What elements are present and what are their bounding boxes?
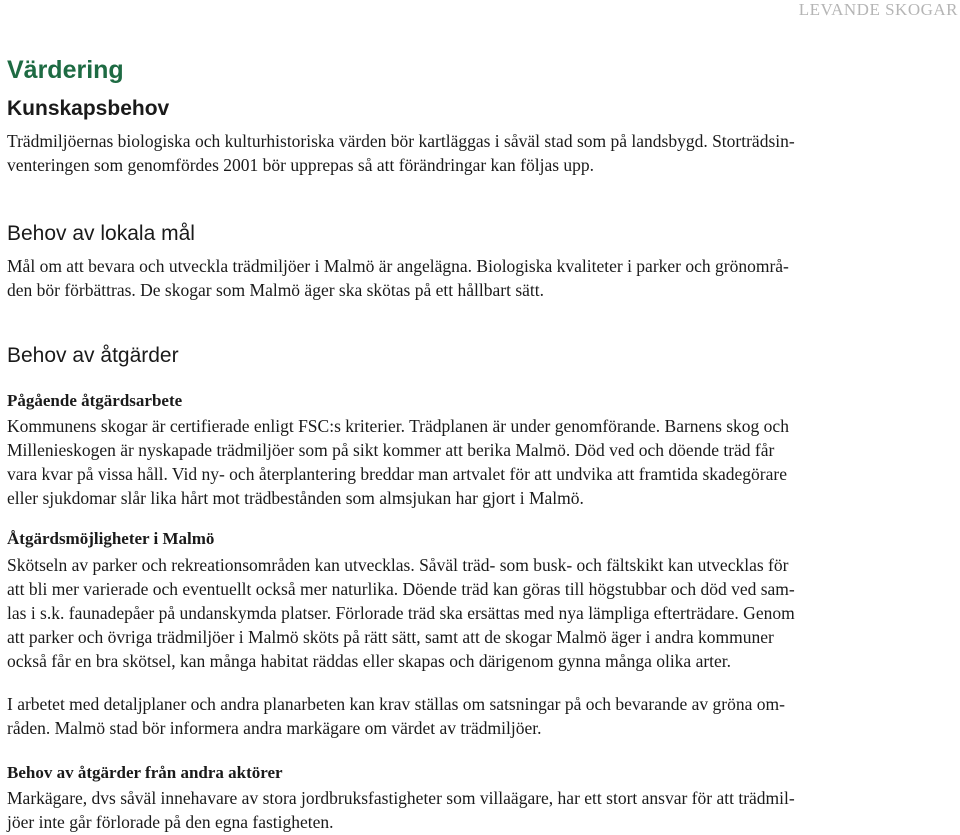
text-line: att parker och övriga trädmiljöer i Malmö sköts på rätt sätt, samt att de skogar Malmö äger i andra kommuner [7, 627, 774, 647]
heading-andra-aktorer: Behov av åtgärder från andra aktörer [7, 763, 283, 782]
text-line: Skötseln av parker och rekreationsområden kan utvecklas. Såväl träd- som busk- och fältskikt kan utvecklas för [7, 555, 789, 575]
text-line: den bör förbättras. De skogar som Malmö äger ska skötas på ett hållbart sätt. [7, 280, 545, 300]
text-line: Kommunens skogar är certifierade enligt FSC:s kriterier. Trädplanen är under genomförande. Barnens skog och [7, 416, 789, 436]
paragraph-kunskapsbehov [7, 129, 942, 177]
text-line: vara kvar på vissa håll. Vid ny- och återplantering breddar man artvalet för att undvika att framtida skadegörare [7, 464, 787, 484]
paragraph-lokala-mal [7, 254, 942, 302]
heading-atgarder: Behov av åtgärder [7, 344, 179, 367]
text-line: eller sjukdomar slår lika hårt mot trädbestånden som almsjukan har gjort i Malmö. [7, 488, 584, 508]
heading-lokala-mal: Behov av lokala mål [7, 222, 195, 245]
text-line: las i s.k. faunadepåer på undanskymda platser. Förlorade träd ska ersättas med nya lämpliga efterträdare. Genom [7, 603, 795, 623]
heading-kunskapsbehov: Kunskapsbehov [7, 97, 170, 120]
heading-pagaende: Pågående åtgärdsarbete [7, 391, 183, 410]
page-title: Värdering [7, 56, 124, 84]
text-line: Millenieskogen är nyskapade trädmiljöer som på sikt kommer att berika Malmö. Död ved och döende träd får [7, 440, 775, 460]
running-head: LEVANDE SKOGAR [798, 0, 958, 19]
text-line: I arbetet med detaljplaner och andra planarbeten kan krav ställas om satsningar på och bevarande av gröna om- [7, 694, 785, 714]
text-line: råden. Malmö stad bör informera andra markägare om värdet av trädmiljöer. [7, 718, 542, 738]
text-line: Markägare, dvs såväl innehavare av stora jordbruksfastigheter som villaägare, har ett stort ansvar för att trädmil- [7, 788, 795, 808]
paragraph-mojligheter [7, 553, 942, 673]
text-line: venteringen som genomfördes 2001 bör upprepas så att förändringar kan följas upp. [7, 155, 595, 175]
heading-mojligheter: Åtgärdsmöjligheter i Malmö [7, 529, 215, 548]
text-line: jöer inte går förlorade på den egna fastigheten. [7, 812, 334, 832]
paragraph-pagaende [7, 414, 942, 510]
text-line: också får en bra skötsel, kan många habitat räddas eller skapas och därigenom gynna många olika arter. [7, 651, 732, 671]
paragraph-planarbeten [7, 692, 942, 740]
text-line: att bli mer varierade och eventuellt också mer naturlika. Döende träd kan göras till högstubbar och död ved sam- [7, 579, 795, 599]
text-line: Trädmiljöernas biologiska och kulturhistoriska värden bör kartläggas i såväl stad som på landsbygd. Storträdsin- [7, 131, 795, 151]
paragraph-andra-aktorer [7, 786, 942, 834]
text-line: Mål om att bevara och utveckla trädmiljöer i Malmö är angelägna. Biologiska kvaliteter i parker och grönområ- [7, 256, 789, 276]
